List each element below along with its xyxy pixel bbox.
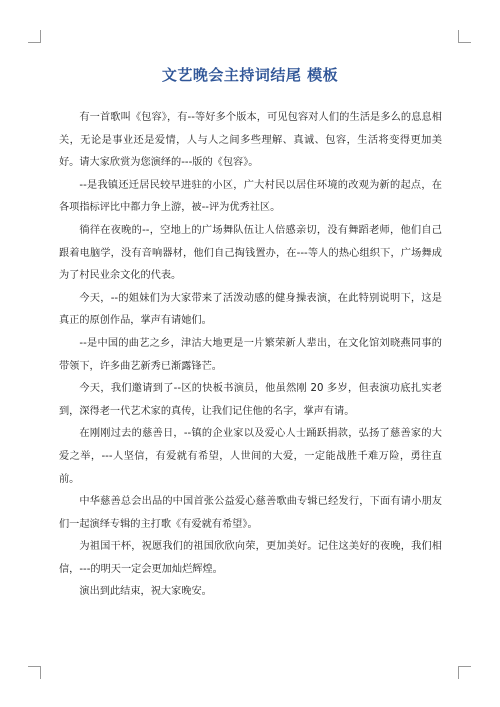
crop-mark-top-left — [28, 30, 41, 43]
document-title: 文艺晚会主持词结尾 模板 — [161, 66, 339, 84]
paragraph: 中华慈善总会出品的中国首张公益爱心慈善歌曲专辑已经发行，下面有请小朋友们一起演绎专辑的主打歌《有爱就有希望》。 — [59, 496, 442, 530]
paragraph: 为祖国干杯，祝愿我们的祖国欣欣向荣，更加美好。记住这美好的夜晚，我们相信，---的明天一定会更加灿烂辉煌。 — [59, 541, 442, 575]
crop-mark-bottom-left — [28, 666, 41, 679]
paragraph: 徜徉在夜晚的--，空地上的广场舞队伍让人倍感亲切，没有舞蹈老师，他们自己跟着电脑学，没有音响器材，他们自己掏钱置办，在---等人的热心组织下，广场舞成为了村民业余文化的代表。 — [59, 224, 442, 282]
paragraph: 有一首歌叫《包容》，有--等好多个版本，可见包容对人们的生活是多么的息息相关，无论是事业还是爱情，人与人之间多些理解、真诚、包容，生活将变得更加美好。请大家欣赏为您演绎的---版的《包容》。 — [59, 112, 442, 169]
paragraph: 今天，我们邀请到了--区的快板书演员，他虽然刚 20 多岁，但表演功底扎实老到，深得老一代艺术家的真传，让我们记住他的名字，掌声有请。 — [59, 383, 442, 417]
paragraph: --是中国的曲艺之乡，津沽大地更是一片繁荣新人辈出，在文化馆刘晓燕同事的带领下，许多曲艺新秀已渐露锋芒。 — [59, 337, 442, 372]
crop-mark-top-right — [458, 30, 471, 43]
paragraph: 今天，--的姐妹们为大家带来了活泼动感的健身操表演，在此特别说明下，这是真正的原创作品，掌声有请她们。 — [59, 292, 442, 327]
paragraph: 在刚刚过去的慈善日，--镇的企业家以及爱心人士踊跃捐款，弘扬了慈善家的大爱之举，---人坚信，有爱就有希望，人世间的大爱，一定能战胜千难万险，勇往直前。 — [59, 428, 442, 485]
document-body — [59, 107, 442, 604]
paragraph: 演出到此结束，祝大家晚安。 — [79, 586, 212, 598]
crop-mark-bottom-right — [458, 666, 471, 679]
paragraph: --是我镇还迁居民较早进驻的小区，广大村民以居住环境的改观为新的起点，在各项指标评比中都力争上游，被--评为优秀社区。 — [59, 179, 442, 214]
